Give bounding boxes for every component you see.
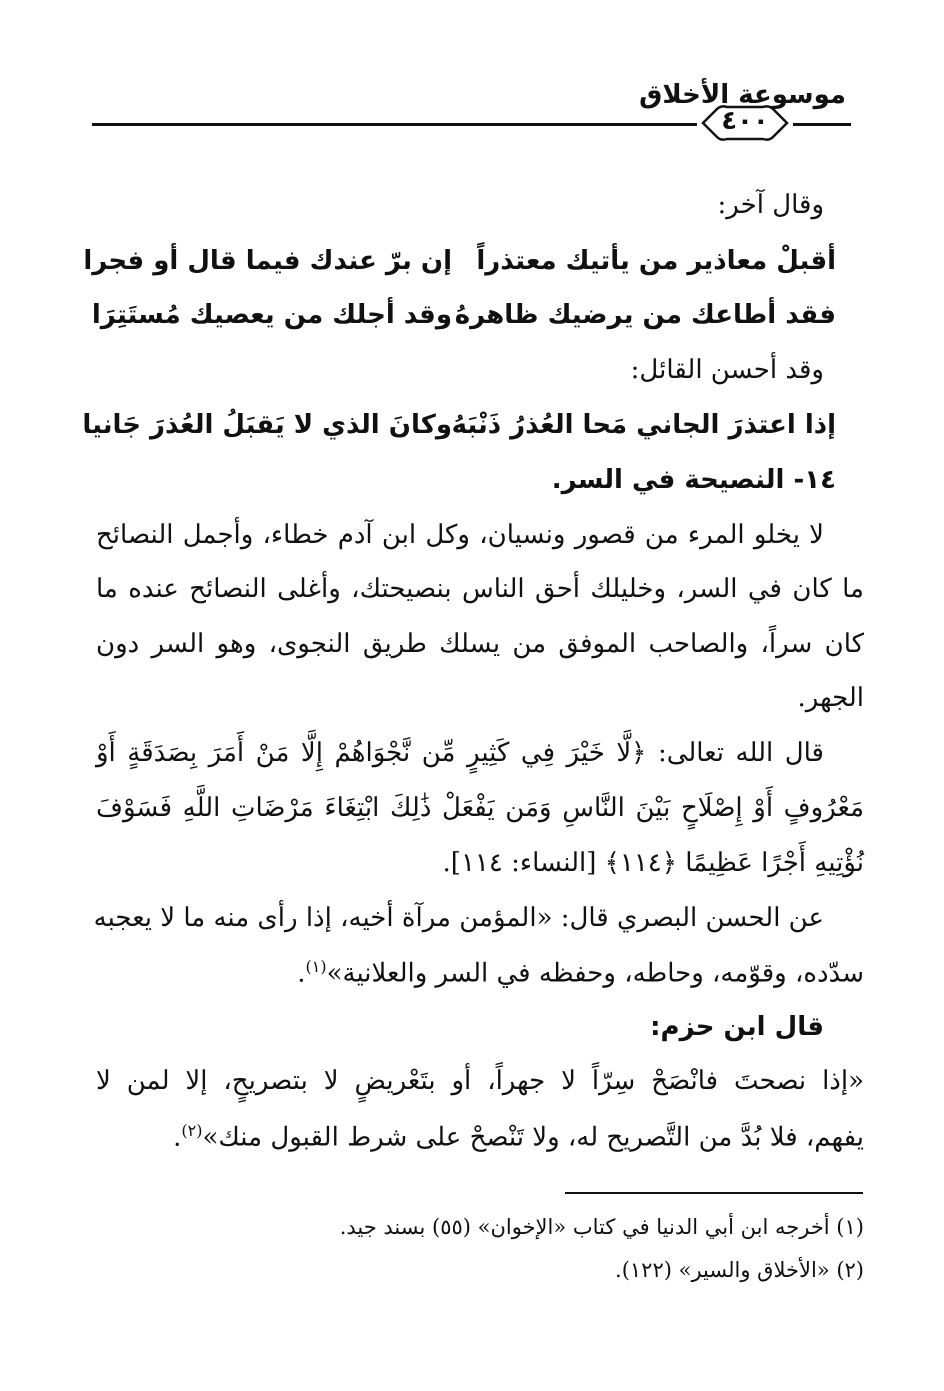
quote-line: عن الحسن البصري قال: «المؤمن مرآة أخيه، إذا رأى منه ما لا يعجبه xyxy=(93,903,824,933)
section-heading: ١٤- النصيحة في السر. xyxy=(551,465,836,495)
poem-intro: وقد أحسن القائل: xyxy=(630,355,824,385)
paragraph-line: لا يخلو المرء من قصور ونسيان، وكل ابن آدم خطاء، وأجمل النصائح xyxy=(96,520,825,550)
paragraph-line: كان سراً، والصاحب الموفق من يسلك طريق النجوى، وهو السر دون xyxy=(96,629,864,659)
header-rule-left xyxy=(92,123,697,126)
quote-line: سدّده، وقوّمه، وحاطه، وحفظه في السر والعلانية»$^{(١)}$. xyxy=(297,957,864,989)
footnote: (١) أخرجه ابن أبي الدنيا في كتاب «الإخوان» (٥٥) بسند جيد. xyxy=(339,1215,864,1239)
verse-hemistich: إن برّ عندك فيما قال أو فجرا xyxy=(83,246,452,276)
verse-hemistich: فقد أطاعك من يرضيك ظاهرهُ xyxy=(454,300,836,330)
verse-hemistich: وقد أجلك من يعصيك مُستَتِرَا xyxy=(91,300,452,330)
quote-line: «إذا نصحتَ فانْصَحْ سِرّاً لا جهراً، أو بتَعْريضٍ لا بتصريحٍ، إلا لمن لا xyxy=(96,1066,864,1096)
quran-line: قال الله تعالى: ﴿لَّا خَيْرَ فِي كَثِيرٍ مِّن نَّجْوَاهُمْ إِلَّا مَنْ أَمَرَ بِصَدَقَةٍ أَوْ xyxy=(96,738,824,768)
ibn-hazm-heading: قال ابن حزم: xyxy=(650,1012,824,1042)
footnote-separator xyxy=(565,1192,863,1194)
quran-line: مَعْرُوفٍ أَوْ إِصْلَاحٍ بَيْنَ النَّاسِ وَمَن يَفْعَلْ ذَٰلِكَ ابْتِغَاءَ مَرْضَاتِ اللَّهِ فَسَوْفَ xyxy=(96,793,864,823)
quote-line: يفهم، فلا بُدَّ من التَّصريح له، ولا تَنْصحْ على شرط القبول منك»$^{(٢)}$. xyxy=(173,1121,864,1153)
verse-hemistich: إذا اعتذرَ الجاني مَحا العُذرُ ذَنْبَهُ xyxy=(451,410,836,440)
page-number-ornament xyxy=(697,100,793,146)
header-rule-right xyxy=(793,123,851,126)
page-number: ٤٠٠ xyxy=(721,106,769,136)
footnote-ref: (٢) xyxy=(181,1121,203,1140)
running-header-title: موسوعة الأخلاق xyxy=(639,80,846,110)
footnote-ref: (١) xyxy=(305,957,327,976)
poem-intro: وقال آخر: xyxy=(717,190,824,220)
paragraph-line: ما كان في السر، وخليلك أحق الناس بنصيحتك، وأغلى النصائح عنده ما xyxy=(96,574,864,604)
footnote: (٢) «الأخلاق والسير» (١٢٢). xyxy=(615,1258,864,1282)
verse-hemistich: وكانَ الذي لا يَقبَلُ العُذرَ جَانيا xyxy=(82,410,452,440)
paragraph-line: الجهر. xyxy=(797,683,864,713)
verse-hemistich: أقبلْ معاذير من يأتيك معتذراً xyxy=(476,246,836,276)
quran-line: نُؤْتِيهِ أَجْرًا عَظِيمًا ﴿١١٤﴾ [النساء: ١١٤]. xyxy=(442,848,864,878)
